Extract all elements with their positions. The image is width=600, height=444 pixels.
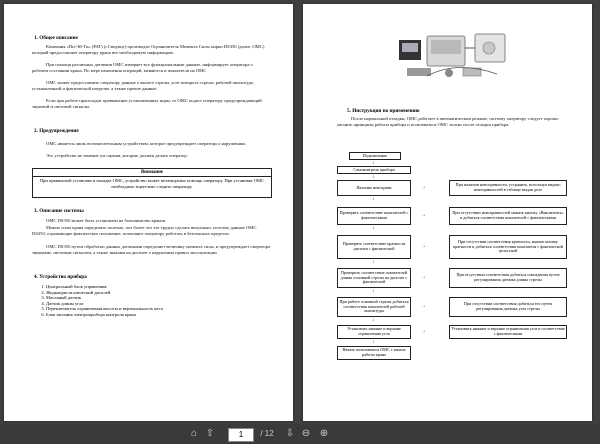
list-item: 3. Масляный датчик xyxy=(46,295,276,301)
flow-check: При работе основной стрелы добиться соответствия показателей рабочей амплитуды xyxy=(337,297,411,317)
arrow-down-icon: ↓ xyxy=(372,340,375,345)
arrow-down-icon: ↓ xyxy=(372,289,375,294)
zoom-out-icon[interactable]: ⊖ xyxy=(301,428,311,439)
paragraph: Если при работе происходит превышение установленных норм, то ОМС подаст оператору предупреждающий звуковой и световой сигналы. xyxy=(32,98,262,109)
flow-action: При отсутствии соответствия добиться совпадения путем регулирования датчика длины стрелы xyxy=(449,268,567,288)
device-components-photo xyxy=(397,30,509,80)
warning-box xyxy=(32,168,272,198)
paragraph: Компания «Пи-Эй-Ти» (PAT) (г.Сведжоу) производит Ограничитель Момента Силы марки DS350 (далее, ОМС) который предоставляет оператору крана все необходимую информацию. xyxy=(32,44,265,55)
flow-step-end: Начать пользоваться ОМС с начала работы крана xyxy=(337,346,411,360)
flow-action: При отсутствии неисправностей нажать кнопку «Выключить» и добиться соответствия показателей с фактическими xyxy=(449,207,567,225)
arrow-right-icon: → xyxy=(421,213,426,218)
scroll-top-icon[interactable]: ⇧ xyxy=(205,428,215,439)
list-item: 4. Датчик длины угла xyxy=(46,301,276,307)
section-heading: 1. Общее описание xyxy=(34,35,78,41)
list-item: 5. Переключатель ограничения высоты и вертикальность веса xyxy=(46,306,276,312)
zoom-in-icon[interactable]: ⊕ xyxy=(319,428,329,439)
arrow-down-icon: ↓ xyxy=(372,175,375,180)
document-page-2 xyxy=(303,4,592,421)
flow-action: При отсутствии соответствия кратности, нажать кнопку кратности и добиться соответствия показателя с фактической целостной xyxy=(449,235,567,259)
arrow-right-icon: → xyxy=(421,185,426,190)
arrow-right-icon: → xyxy=(421,304,426,309)
section-heading: 4. Устройство прибора xyxy=(34,274,87,280)
paragraph: ОМС может предоставлять оператору данные о вылете стрелы, угле поворота стрелы, рабочей амплитуде, установленной и фактической нагрузке, а также прочие данные. xyxy=(32,80,255,91)
paragraph: ОМС DS350 может быть установлен на большинство кранов. xyxy=(46,218,167,223)
list-item: 1. Центральный блок управления xyxy=(46,284,276,290)
paragraph: ОМС DS350 путем обработки данных датчиками определяет величину момента силы, и предупреждает оператора звуковым, световым сигналом, а также знаками на дисплее о нарушении правил эксплуатации. xyxy=(32,244,271,255)
flow-step-connect: Подключение xyxy=(349,152,401,160)
warning-text: При правильной установке и наладке ОМС, устройство может незамедлимо помощь оператору. При установке ОМС необходимо тщательно следить оператору. xyxy=(39,178,265,189)
flow-action: При отсутствии соответствия добиться его путем регулирования датчика угла стрелы xyxy=(449,297,567,317)
arrow-down-icon: ↓ xyxy=(372,260,375,265)
flow-check: Проверить соответствие кратности дисплея с фактической xyxy=(337,235,411,259)
list-item: 2. Жидкокристаллический дисплей xyxy=(46,290,276,296)
list-item: 6. Блок питания электропробора контроля крана xyxy=(46,312,276,318)
section-heading: 2. Предупреждение xyxy=(34,128,79,134)
warning-title: Внимание xyxy=(33,169,271,177)
scroll-bottom-icon[interactable]: ⇩ xyxy=(285,428,295,439)
arrow-down-icon: ↓ xyxy=(372,197,375,202)
section-heading: 3. Описание системы xyxy=(34,208,84,214)
flow-step-self-test: Самоконтроль прибора xyxy=(337,166,411,174)
paragraph: Это устройство не заменит ум оценки, которые должен делать оператор. xyxy=(46,153,188,158)
flow-action: Установить нижние и верхние ограничения угла в соответствие с фактическими xyxy=(449,325,567,339)
arrow-down-icon: ↓ xyxy=(372,226,375,231)
paragraph: После нормальной отладки, ОМС работает в автоматическом режиме, поэтому оператору следует хорошо уяснить принципы работы прибора и пользоваться ОМС только после отладки прибора. xyxy=(337,116,559,127)
total-pages-label: / 12 xyxy=(260,429,274,438)
page-number-input[interactable]: 1 xyxy=(228,428,254,442)
section-heading: 5. Инструкция по применению xyxy=(347,108,420,114)
paragraph: При помощи различных датчиков ОМС измеряет все функциональные данные, информирует оператора о рабочем состоянии крана. По мере изменения операций, меняются и показатели на ОМС xyxy=(32,62,253,73)
flow-check: Наличие неисправн xyxy=(337,180,411,196)
arrow-down-icon: ↓ xyxy=(372,318,375,323)
flow-check: Установить нижние и верхние ограничения угла xyxy=(337,325,411,339)
paragraph: ОМС является лишь вспомогательным устройством, которое предупреждает оператора о нарушениях. xyxy=(46,141,247,146)
device-parts-list xyxy=(32,284,276,318)
flow-check: Проверить соответствие показателей длины основной стрелы на дисплее с фактической xyxy=(337,268,411,288)
arrow-right-icon: → xyxy=(421,275,426,280)
arrow-right-icon: → xyxy=(421,329,426,334)
home-icon[interactable]: ⌂ xyxy=(190,428,198,439)
viewer-toolbar xyxy=(0,424,600,444)
document-page-1 xyxy=(4,4,293,421)
arrow-down-icon: ↓ xyxy=(372,161,375,166)
paragraph: Можно силы крана определять полезно, поэ более что это трудно сделать визуально, поэтому данные ОМС DS350, отражающие фактическое положение, позволяют оператору работать в безопасных пределах. xyxy=(32,225,257,236)
arrow-right-icon: → xyxy=(421,244,426,249)
flow-check: Проверить соответствие показателей с фактическими xyxy=(337,207,411,225)
flow-action: При наличии неисправности, устранить, используя видено неисправностей в таблице выдан деле xyxy=(449,180,567,196)
